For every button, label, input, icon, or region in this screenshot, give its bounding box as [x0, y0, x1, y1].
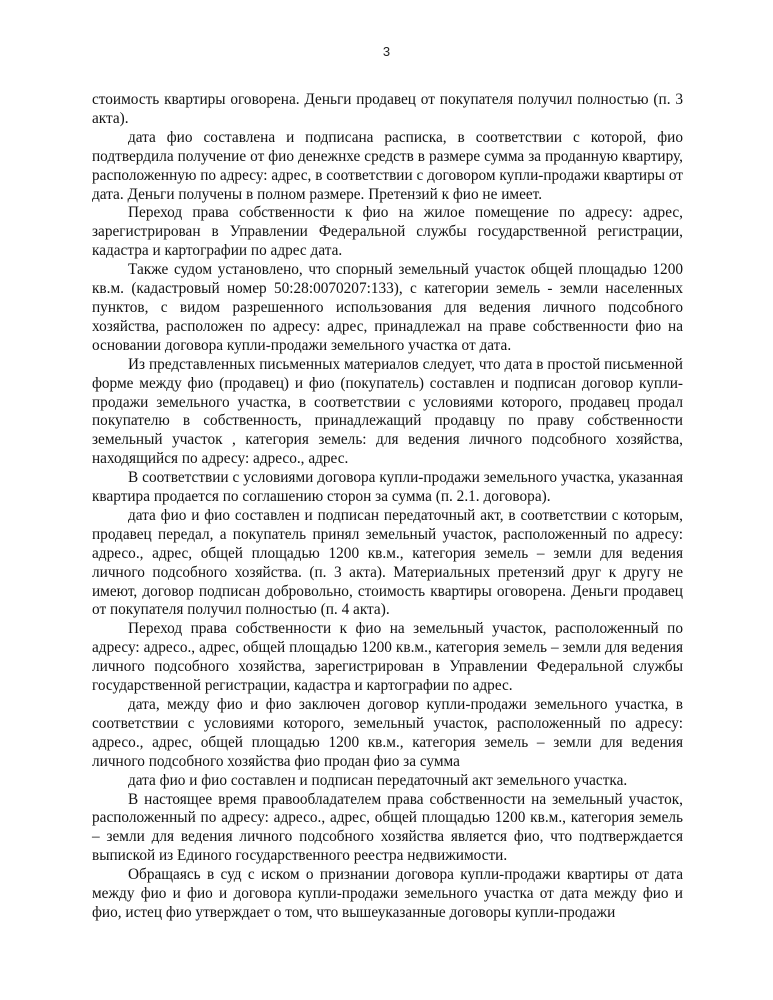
paragraph: дата, между фио и фио заключен договор купли-продажи земельного участка, в соответствии с условиями которого, земельный участок, расположенный по адресу: адресо., адрес, общей площадью 1200 кв.м., категория земель – земли для ведения личного подсобного хозяйства фио продан фио за сумма	[92, 696, 683, 770]
paragraph: В соответствии с условиями договора купли-продажи земельного участка, указанная квартира продается по соглашению сторон за сумма (п. 2.1. договора).	[92, 469, 683, 506]
page-number: 3	[382, 44, 391, 59]
paragraph: дата фио составлена и подписана расписка, в соответствии с которой, фио подтвердила получение от фио денежнхе средств в размере сумма за проданную квартиру, расположенную по адресу: адрес, в соответствии с договором купли-продажи квартиры от дата. Деньги получены в полном размере. Претензий к фио не имеет.	[92, 128, 683, 203]
paragraph: дата фио и фио составлен и подписан передаточный акт, в соответствии с которым, продавец передал, а покупатель принял земельный участок, расположенный по адресу: адресо., адрес, общей площадью 1200 кв.м., категория земель – земли для ведения личного подсобного хозяйства. (п. 3 акта). Материальных претензий друг к другу не имеют, договор подписан добровольно, стоимость квартиры оговорена. Деньги продавец от покупателя получил полностью (п. 4 акта).	[92, 506, 683, 619]
paragraph: Переход права собственности к фио на жилое помещение по адресу: адрес, зарегистрирован в Управлении Федеральной службы государственной регистрации, кадастра и картографии по адрес дата.	[92, 204, 683, 260]
paragraph: стоимость квартиры оговорена. Деньги продавец от покупателя получил полностью (п. 3 акта).	[92, 91, 683, 127]
paragraph: Обращаясь в суд с иском о признании договора купли-продажи квартиры от дата между фио и фио и договора купли-продажи земельного участка от дата между фио и фио, истец фио утверждает о том, что вышеуказанные договоры купли-продажи	[92, 866, 683, 921]
paragraph: дата фио и фио составлен и подписан передаточный акт земельного участка.	[128, 771, 628, 789]
paragraph: Из представленных письменных материалов следует, что дата в простой письменной форме между фио (продавец) и фио (покупатель) составлен и подписан договор купли-продажи земельного участка, в соответствии с условиями которого, продавец продал покупателю в собственность, принадлежащий продавцу по праву собственности земельный участок , категория земель: для ведения личного подсобного хозяйства, находящийся по адресу: адресо., адрес.	[92, 355, 683, 468]
paragraph: Переход права собственности к фио на земельный участок, расположенный по адресу: адресо., адрес, общей площадью 1200 кв.м., категория земель – земли для ведения личного подсобного хозяйства, зарегистрирован в Управлении Федеральной службы государственной регистрации, кадастра и картографии по адрес.	[92, 620, 683, 695]
paragraph: Также судом установлено, что спорный земельный участок общей площадью 1200 кв.м. (кадастровый номер 50:28:0070207:133), с категории земель - земли населенных пунктов, с видом разрешенного использования для ведения личного подсобного хозяйства, расположен по адресу: адрес, принадлежал на праве собственности фио на основании договора купли-продажи земельного участка от дата.	[92, 261, 683, 354]
document-body	[92, 91, 683, 923]
paragraph: В настоящее время правообладателем права собственности на земельный участок, расположенный по адресу: адресо., адрес, общей площадью 1200 кв.м., категория земель – земли для ведения личного подсобного хозяйства является фио, что подтверждается выпиской из Единого государственного реестра недвижимости.	[92, 790, 683, 865]
